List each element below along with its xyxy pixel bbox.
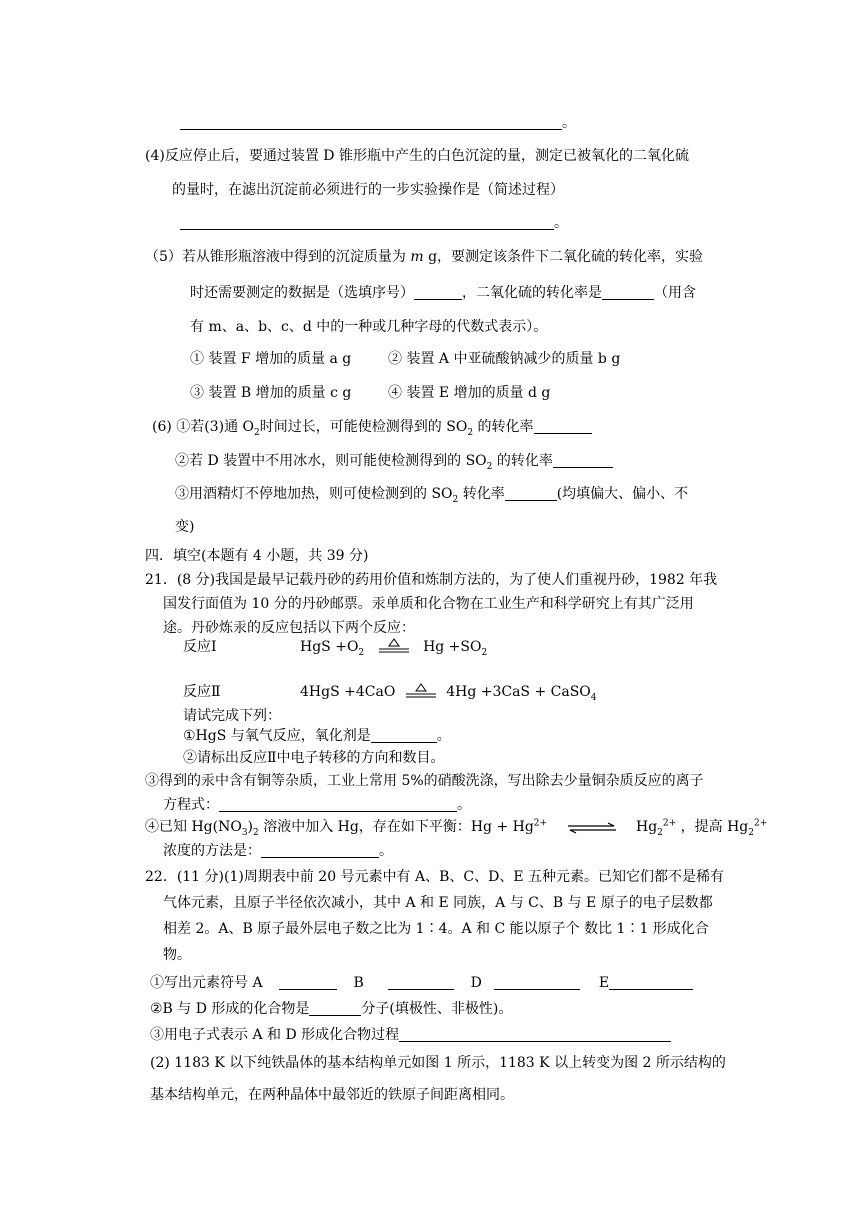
blank[interactable] [602,285,654,300]
q5-line1: （5）若从锥形瓶溶液中得到的沉淀质量为 m g，要测定该条件下二氧化硫的转化率，实验 [145,249,704,265]
q21-sub2: ②请标出反应Ⅱ中电子转移的方向和数目。 [183,750,445,766]
q22-sub2: ②B 与 D 形成的化合物是 分子(填极性、非极性)。 [150,1001,513,1017]
q21-line2: 国发行面值为 10 分的丹砂邮票。汞单质和化合物在工业生产和科学研究上有其广泛用 [163,596,694,612]
heat-equal-sign-icon [404,683,438,701]
blank[interactable] [534,419,592,434]
q6-line2: ②若 D 装置中不用冰水，则可能使检测得到的 $SO_2$ 的转化率 [175,452,613,470]
q6-line3: ③用酒精灯不停地加热，则可使检测到的 $SO_2$ 转化率 (均填偏大、偏小、不 [175,486,689,505]
q5-line3: 有 m、a、b、c、d 中的一种或几种字母的代数式表示）。 [190,319,548,335]
blank[interactable] [414,285,462,300]
blank[interactable] [219,797,457,812]
q21-sub1: ①HgS 与氧气反应，氧化剂是 。 [183,728,451,744]
q5-option-1: ① 装置 F 增加的质量 a g [190,351,352,367]
blank[interactable] [553,453,613,468]
reaction-1: HgS $+O_2$ $Hg +SO_2$ [300,639,488,658]
blank[interactable] [180,215,554,230]
q5-option-3: ③ 装置 B 增加的质量 c g [190,385,352,401]
q21-sub4-answer: 浓度的方法是： 。 [163,843,393,859]
blank[interactable] [180,115,562,130]
q4-answer-line: 。 [180,214,568,232]
q21-sub3-answer: 方程式： 。 [163,797,471,813]
element-a-blank[interactable] [279,975,337,990]
q4-line2: 的量时，在滤出沉淀前必须进行的一步实验操作是（简述过程） [172,182,564,198]
blank[interactable] [371,728,437,743]
blank[interactable] [261,843,379,858]
q21-sub4: ④已知 $Hg(NO_3)_2$ 溶液中加入 Hg，存在如下平衡：$Hg + Hg^{2+}$ $Hg_2^{2+}$ ，提高 $Hg_2^{2+}$ [145,818,768,838]
blank[interactable] [309,1001,361,1016]
element-d-blank[interactable] [494,975,580,990]
element-e-blank[interactable] [609,975,693,990]
q22-line2: 气体元素，且原子半径依次减小，其中 A 和 E 同族，A 与 C、B 与 E 原子的电子层数都 [163,895,713,911]
reaction-2: 4HgS +4CaO 4Hg +3CaS + CaSO$_4$ [300,684,597,703]
q22-part2-line1: (2) 1183 K 以下纯铁晶体的基本结构单元如图 1 所示，1183 K 以上转变为图 2 所示结构的 [150,1055,726,1071]
q5-option-2: ② 装置 A 中亚硫酸钠减少的质量 b g [388,351,621,367]
q22-line1: 22．(11 分)(1)周期表中前 20 号元素中有 A、B、C、D、E 五种元素。已知它们都不是稀有 [145,869,725,885]
section-heading: 四．填空(本题有 4 小题，共 39 分) [145,548,369,564]
q22-part2-line2: 基本结构单元，在两种晶体中最邻近的铁原子间距离相同。 [150,1087,514,1103]
q22-line3: 相差 2。A、B 原子最外层电子数之比为 1∶4。A 和 C 能以原子个 数比 1∶1 形成化合 [163,921,709,937]
reaction-2-label: 反应Ⅱ [183,684,221,700]
element-b-blank[interactable] [388,975,454,990]
q22-sub3: ③用电子式表示 A 和 D 形成化合物过程 [150,1026,671,1044]
reaction-1-label: 反应Ⅰ [183,639,217,655]
q22-sub1: ①写出元素符号 A B D E [150,974,693,992]
blank[interactable] [505,486,557,501]
blank[interactable] [399,1027,671,1042]
q6-line1: (6) ①若(3)通 $O_2$时间过长，可能使检测得到的 $SO_2$ 的转化率 [152,418,592,436]
answer-line-top: 。 [180,114,576,132]
q21-line3: 途。丹砂炼汞的反应包括以下两个反应： [163,620,415,636]
q22-line4: 物。 [163,947,191,963]
equilibrium-arrow-icon [566,821,618,833]
q6-line4: 变) [175,519,195,535]
q5-line2: 时还需要测定的数据是（选填序号） ，二氧化硫的转化率是 （用含 [190,285,696,301]
q21-sub3: ③得到的汞中含有铜等杂质，工业上常用 5%的硝酸洗涤，写出除去少量铜杂质反应的离子 [145,773,704,789]
q21-line1: 21．(8 分)我国是最早记载丹砂的药用价值和炼制方法的，为了使人们重视丹砂，1982 年我 [145,572,718,588]
q5-option-4: ④ 装置 E 增加的质量 d g [388,385,551,401]
heat-equal-sign-icon [377,638,411,656]
q4-line1: (4)反应停止后，要通过装置 D 锥形瓶中产生的白色沉淀的量，测定已被氧化的二氧化硫 [145,148,689,164]
q21-instruction: 请试完成下列： [183,708,281,724]
